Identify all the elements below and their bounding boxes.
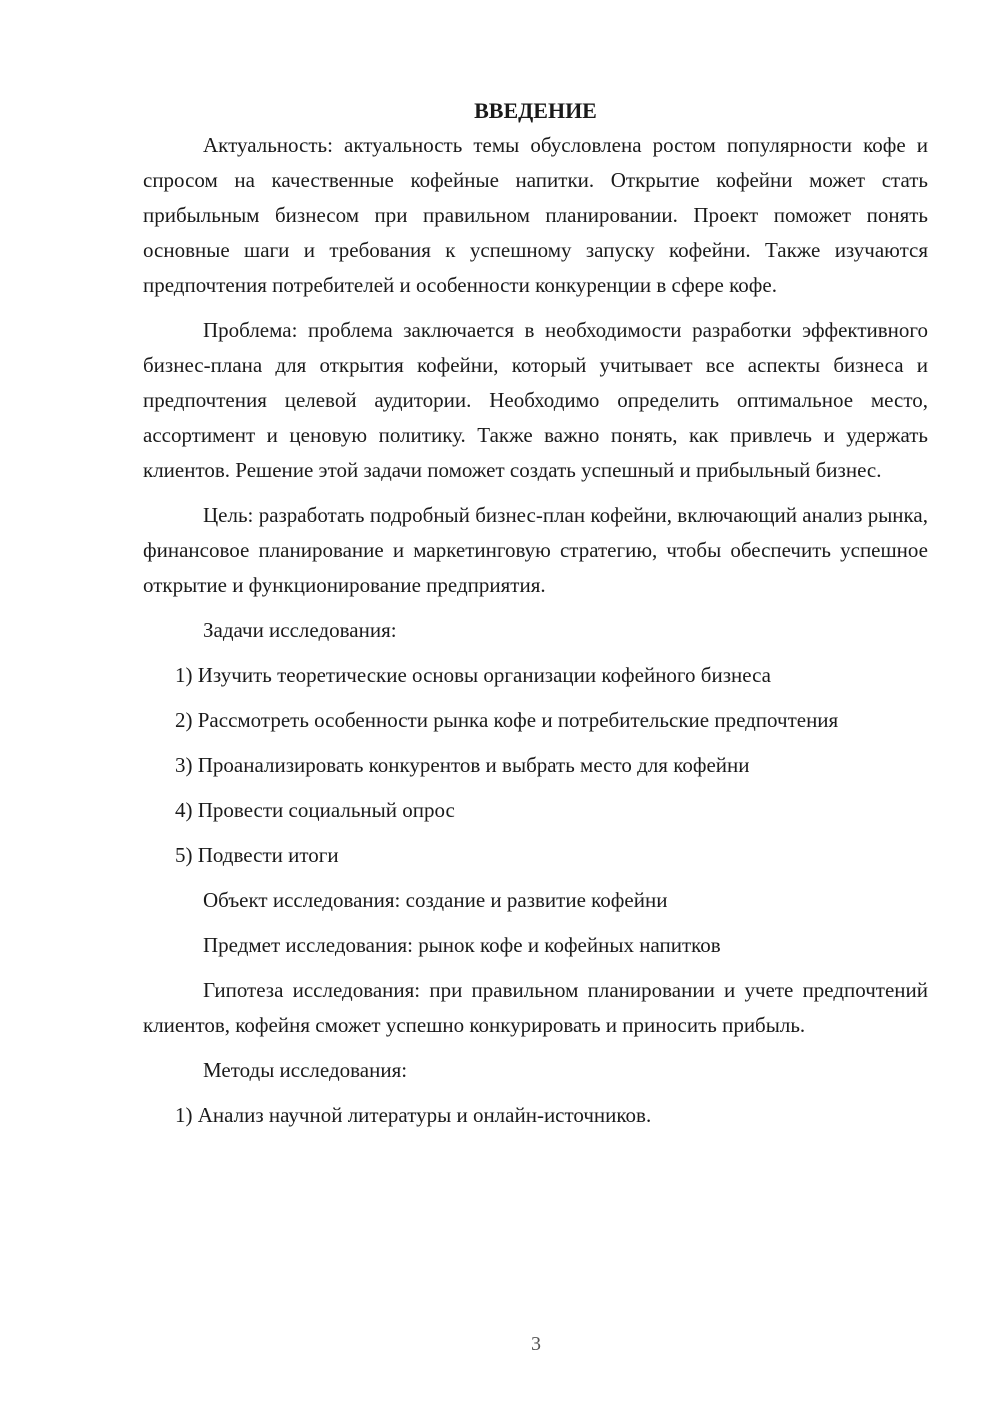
method-item-1: 1) Анализ научной литературы и онлайн-источников.	[175, 1103, 652, 1127]
document-page	[143, 96, 928, 1143]
hypothesis-paragraph: Гипотеза исследования: при правильном планировании и учете предпочтений клиентов, кофейня сможет успешно конкурировать и приносить прибыль.	[143, 978, 928, 1037]
relevance-paragraph: Актуальность: актуальность темы обусловлена ростом популярности кофе и спросом на качественные кофейные напитки. Открытие кофейни может стать прибыльным бизнесом при правильном планировании. Проект поможет понять основные шаги и требования к успешному запуску кофейни. Также изучаются предпочтения потребителей и особенности конкуренции в сфере кофе.	[143, 133, 928, 297]
goal-paragraph: Цель: разработать подробный бизнес-план кофейни, включающий анализ рынка, финансовое планирование и маркетинговую стратегию, чтобы обеспечить успешное открытие и функционирование предприятия.	[143, 503, 928, 597]
task-item-3: 3) Проанализировать конкурентов и выбрать место для кофейни	[175, 753, 750, 777]
problem-paragraph: Проблема: проблема заключается в необходимости разработки эффективного бизнес-плана для открытия кофейни, который учитывает все аспекты бизнеса и предпочтения целевой аудитории. Необходимо определить оптимальное место, ассортимент и ценовую политику. Также важно понять, как привлечь и удержать клиентов. Решение этой задачи поможет создать успешный и прибыльный бизнес.	[143, 318, 928, 482]
page-title: ВВЕДЕНИЕ	[474, 98, 597, 123]
page-number: 3	[531, 1333, 541, 1355]
task-item-5: 5) Подвести итоги	[175, 843, 339, 867]
methods-heading: Методы исследования:	[203, 1058, 408, 1082]
task-item-1: 1) Изучить теоретические основы организации кофейного бизнеса	[175, 663, 771, 687]
object-line: Объект исследования: создание и развитие кофейни	[203, 888, 668, 912]
task-item-2: 2) Рассмотреть особенности рынка кофе и потребительские предпочтения	[175, 708, 839, 732]
tasks-heading: Задачи исследования:	[203, 618, 397, 642]
subject-line: Предмет исследования: рынок кофе и кофейных напитков	[203, 933, 721, 957]
task-item-4: 4) Провести социальный опрос	[175, 798, 455, 822]
